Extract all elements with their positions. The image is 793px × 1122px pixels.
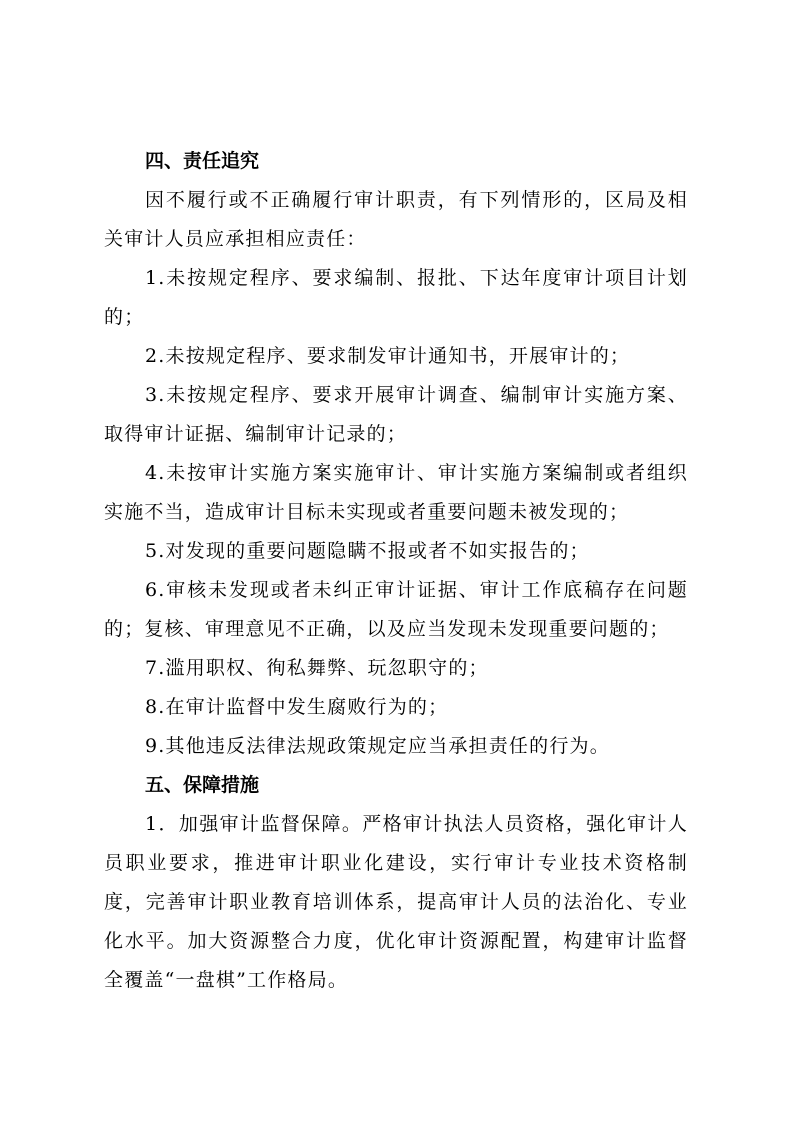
list-item-1: 1.未按规定程序、要求编制、报批、下达年度审计项目计划的； xyxy=(104,267,688,328)
list-item-6: 6.审核未发现或者未纠正审计证据、审计工作底稿存在问题的；复核、审理意见不正确，以及应当发现未发现重要问题的； xyxy=(104,579,688,640)
list-item-9: 9.其他违反法律法规政策规定应当承担责任的行为。 xyxy=(145,735,610,757)
section-heading-accountability: 四、责任追究 xyxy=(145,150,260,172)
list-item-4: 4.未按审计实施方案实施审计、审计实施方案编制或者组织实施不当，造成审计目标未实现或者重要问题未被发现的； xyxy=(104,462,688,523)
list-item-7: 7.滥用职权、徇私舞弊、玩忽职守的； xyxy=(145,657,489,679)
list-item-2: 2.未按规定程序、要求制发审计通知书，开展审计的； xyxy=(145,345,631,367)
document-page xyxy=(104,142,688,1000)
list-item-5: 5.对发现的重要问题隐瞒不报或者不如实报告的； xyxy=(145,540,590,562)
list-item-3: 3.未按规定程序、要求开展审计调查、编制审计实施方案、取得审计证据、编制审计记录的； xyxy=(104,384,688,445)
paragraph-intro: 因不履行或不正确履行审计职责，有下列情形的，区局及相关审计人员应承担相应责任： xyxy=(104,189,688,250)
list-item-8: 8.在审计监督中发生腐败行为的； xyxy=(145,696,449,718)
section-heading-safeguards: 五、保障措施 xyxy=(145,774,260,796)
safeguard-item-1: 1．加强审计监督保障。严格审计执法人员资格，强化审计人员职业要求，推进审计职业化建设，实行审计专业技术资格制度，完善审计职业教育培训体系，提高审计人员的法治化、专业化水平。加大资源整合力度，优化审计资源配置，构建审计监督全覆盖“一盘棋”工作格局。 xyxy=(104,813,688,991)
